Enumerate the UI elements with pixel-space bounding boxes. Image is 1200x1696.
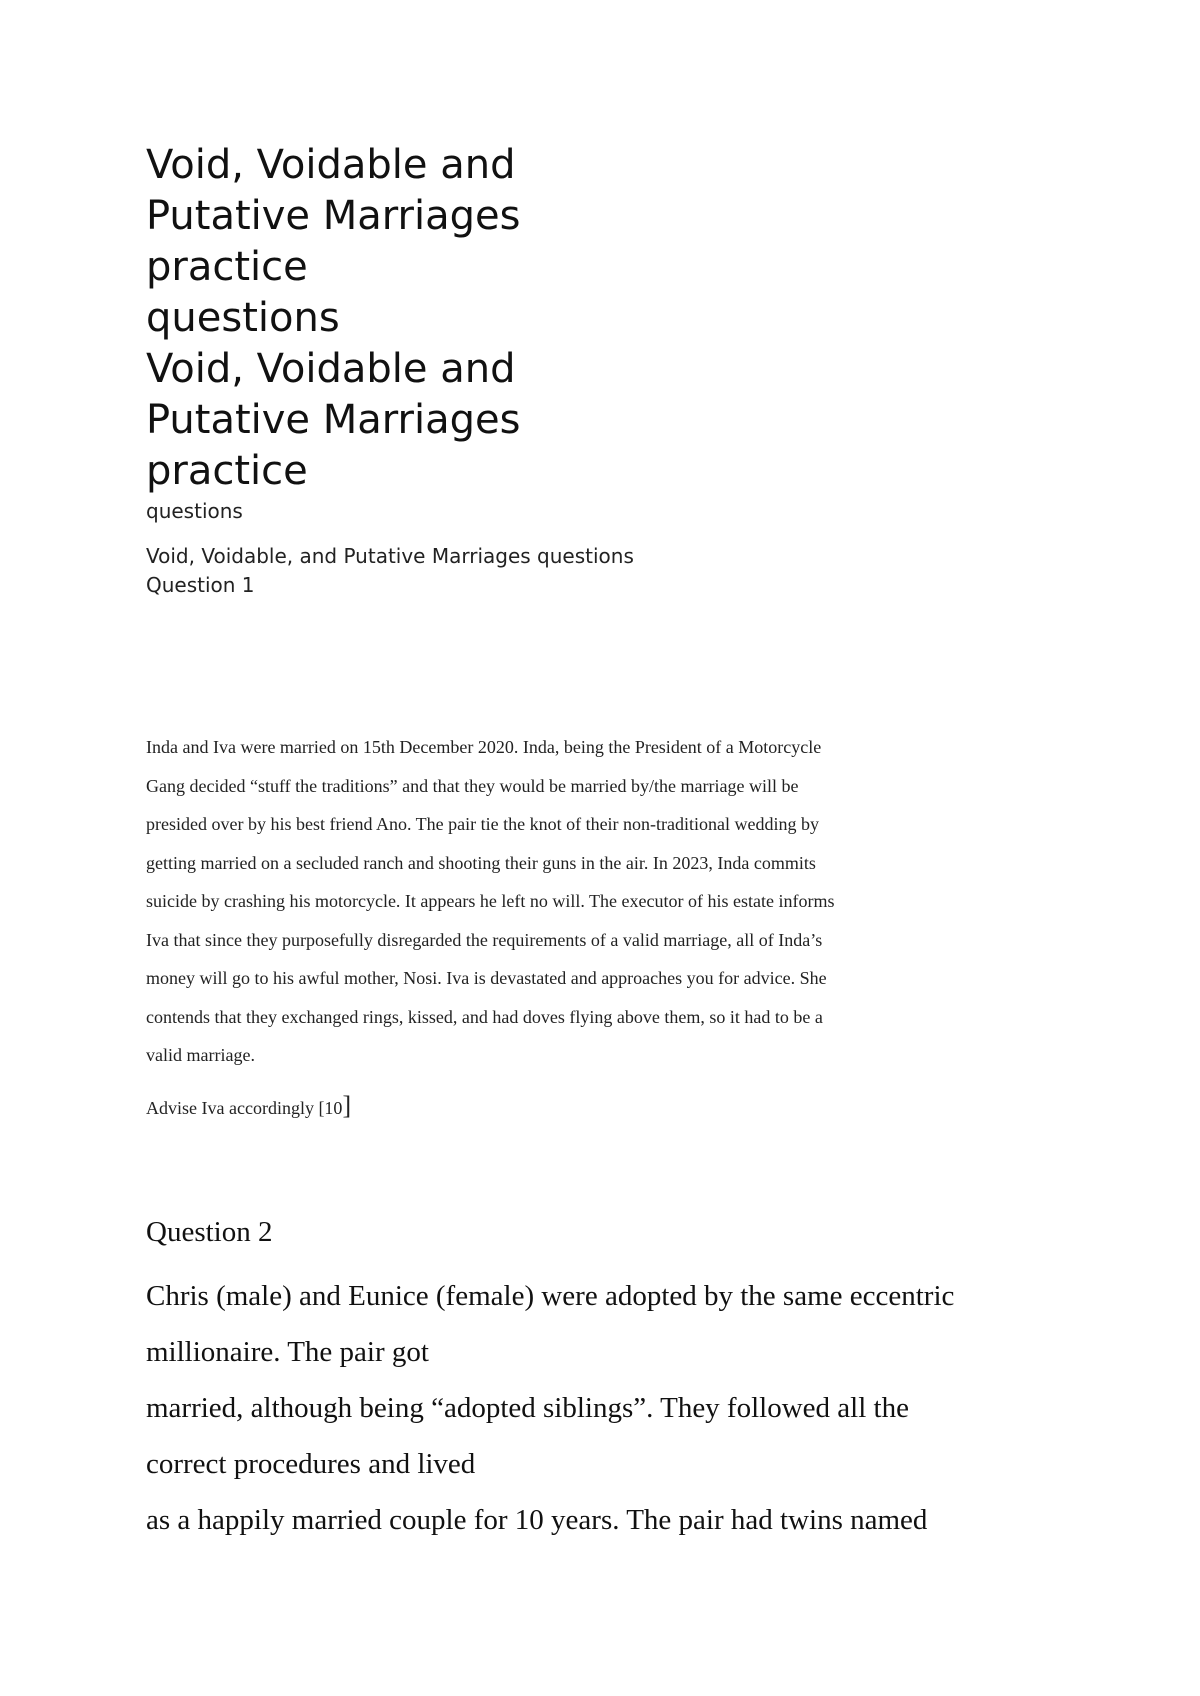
question-2-body — [146, 1268, 1086, 1548]
title-tail: questions — [146, 499, 243, 523]
question-2-label: Question 2 — [146, 1216, 273, 1248]
section-heading — [146, 542, 634, 600]
paragraph-line: presided over by his best friend Ano. The pair tie the knot of their non-traditional wedding by — [146, 814, 820, 834]
paragraph-line: Iva that since they purposefully disregarded the requirements of a valid marriage, all of Inda’s — [146, 929, 823, 950]
title-line: questions — [146, 295, 340, 341]
document-title — [146, 140, 706, 497]
paragraph-line: millionaire. The pair got — [146, 1336, 429, 1368]
paragraph-line: valid marriage. — [146, 1045, 255, 1065]
paragraph-line: as a happily married couple for 10 years. The pair had twins named — [146, 1504, 928, 1536]
title-line: Putative Marriages — [146, 397, 521, 443]
instruction-text: Advise Iva accordingly [10 — [146, 1098, 343, 1118]
paragraph-line: married, although being “adopted siblings”. They followed all the — [146, 1392, 909, 1424]
paragraph-line: contends that they exchanged rings, kissed, and had doves flying above them, so it had to be a — [146, 1006, 823, 1027]
question-1-instruction — [146, 1093, 351, 1121]
paragraph-line: Gang decided “stuff the traditions” and that they would be married by/the marriage will be — [146, 775, 799, 796]
paragraph-line: Chris (male) and Eunice (female) were adopted by the same eccentric — [146, 1280, 955, 1312]
title-line: practice — [146, 244, 308, 290]
title-line: practice — [146, 448, 308, 494]
paragraph-line: correct procedures and lived — [146, 1448, 476, 1480]
paragraph-line: suicide by crashing his motorcycle. It appears he left no will. The executor of his estate informs — [146, 891, 835, 911]
title-line: Void, Voidable and — [146, 346, 516, 392]
instruction-bracket: ] — [342, 1091, 352, 1120]
paragraph-line: money will go to his awful mother, Nosi. Iva is devastated and approaches you for advice. She — [146, 968, 827, 988]
heading-text: Void, Voidable, and Putative Marriages questions — [146, 544, 634, 568]
paragraph-line: Inda and Iva were married on 15th December 2020. Inda, being the President of a Motorcycle — [146, 737, 822, 757]
question-1-label: Question 1 — [146, 573, 255, 597]
question-1-body — [146, 728, 1026, 1075]
paragraph-line: getting married on a secluded ranch and shooting their guns in the air. In 2023, Inda commits — [146, 852, 816, 873]
title-line: Void, Voidable and — [146, 142, 516, 188]
title-line: Putative Marriages — [146, 193, 521, 239]
